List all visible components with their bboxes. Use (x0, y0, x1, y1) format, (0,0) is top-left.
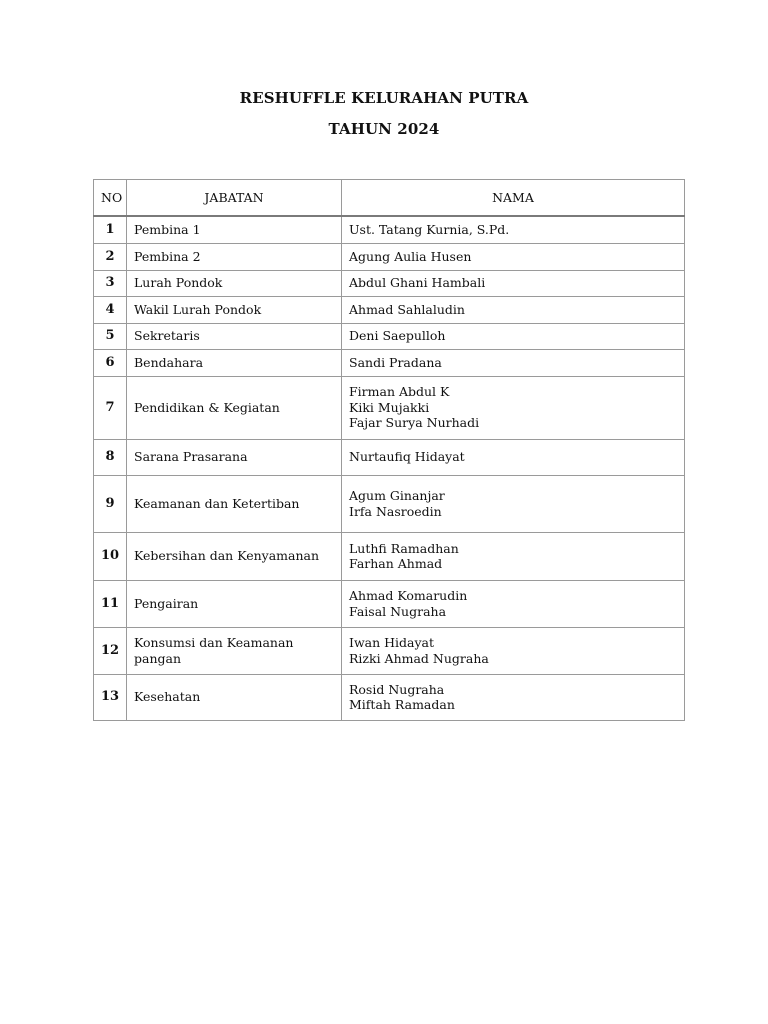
row-nama (342, 475, 685, 532)
header-nama: NAMA (342, 180, 685, 217)
row-jabatan: Sarana Prasarana (127, 439, 342, 475)
member-name: Miftah Ramadan (349, 697, 455, 712)
row-number: 12 (94, 627, 127, 674)
table-row (94, 627, 685, 674)
row-nama (342, 216, 685, 243)
row-nama (342, 439, 685, 475)
row-number: 3 (94, 270, 127, 296)
row-number: 11 (94, 580, 127, 627)
row-number: 7 (94, 376, 127, 439)
member-name: Nurtaufiq Hidayat (349, 449, 465, 465)
header-no: NO (94, 180, 127, 217)
row-number: 1 (94, 216, 127, 243)
row-number: 5 (94, 323, 127, 349)
table-row (94, 532, 685, 580)
row-jabatan: Konsumsi dan Keamanan pangan (127, 627, 342, 674)
row-nama (342, 323, 685, 349)
row-jabatan: Kesehatan (127, 674, 342, 720)
row-nama (342, 376, 685, 439)
row-nama (342, 532, 685, 580)
member-name: Iwan Hidayat (349, 635, 435, 650)
row-nama (342, 296, 685, 323)
row-jabatan: Kebersihan dan Kenyamanan (127, 532, 342, 580)
member-name: Luthfi Ramadhan (349, 540, 459, 556)
member-name: Ahmad Komarudin (349, 588, 468, 603)
member-name: Agung Aulia Husen (349, 248, 472, 264)
row-nama (342, 349, 685, 376)
row-jabatan: Lurah Pondok (127, 270, 342, 296)
table-row (94, 270, 685, 296)
member-name: Deni Saepulloh (349, 328, 446, 344)
row-number: 4 (94, 296, 127, 323)
table-row (94, 475, 685, 532)
row-jabatan: Keamanan dan Ketertiban (127, 475, 342, 532)
member-name: Firman Abdul K (349, 384, 450, 400)
row-jabatan: Pengairan (127, 580, 342, 627)
row-jabatan: Wakil Lurah Pondok (127, 296, 342, 323)
roster-table (93, 179, 685, 721)
row-number: 8 (94, 439, 127, 475)
row-jabatan: Sekretaris (127, 323, 342, 349)
member-name: Ust. Tatang Kurnia, S.Pd. (349, 222, 510, 237)
table-row (94, 296, 685, 323)
row-jabatan: Pendidikan & Kegiatan (127, 376, 342, 439)
row-jabatan: Bendahara (127, 349, 342, 376)
member-name: Farhan Ahmad (349, 556, 443, 571)
row-nama (342, 580, 685, 627)
row-jabatan: Pembina 1 (127, 216, 342, 243)
member-name: Sandi Pradana (349, 354, 442, 370)
member-name: Agum Ginanjar (349, 488, 445, 503)
row-number: 9 (94, 475, 127, 532)
table-row (94, 439, 685, 475)
table-row (94, 376, 685, 439)
document-title: RESHUFFLE KELURAHAN PUTRA (239, 89, 529, 107)
member-name: Rosid Nugraha (349, 681, 445, 697)
table-row (94, 674, 685, 720)
row-number: 10 (94, 532, 127, 580)
row-nama (342, 270, 685, 296)
row-number: 2 (94, 243, 127, 270)
member-name: Faisal Nugraha (349, 603, 447, 619)
member-name: Irfa Nasroedin (349, 503, 442, 519)
member-name: Ahmad Sahlaludin (349, 301, 465, 317)
row-nama (342, 243, 685, 270)
row-nama (342, 627, 685, 674)
table-row (94, 580, 685, 627)
document-subtitle-year: TAHUN 2024 (328, 120, 440, 138)
member-name: Kiki Mujakki (349, 399, 430, 415)
member-name: Abdul Ghani Hambali (349, 275, 486, 291)
table-row (94, 216, 685, 243)
row-number: 6 (94, 349, 127, 376)
row-nama (342, 674, 685, 720)
row-jabatan: Pembina 2 (127, 243, 342, 270)
row-number: 13 (94, 674, 127, 720)
table-header-row (94, 180, 685, 217)
table-row (94, 349, 685, 376)
member-name: Rizki Ahmad Nugraha (349, 650, 489, 666)
table-row (94, 323, 685, 349)
table-row (94, 243, 685, 270)
member-name: Fajar Surya Nurhadi (349, 415, 480, 431)
header-jabatan: JABATAN (127, 180, 342, 217)
